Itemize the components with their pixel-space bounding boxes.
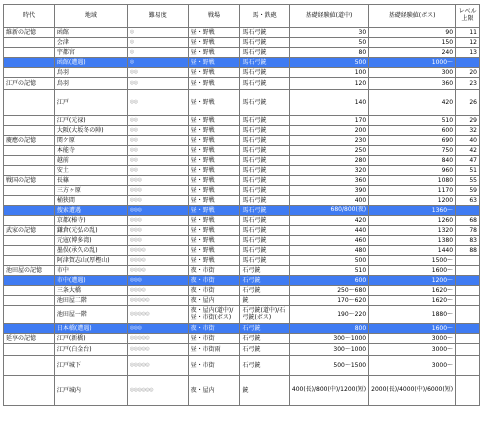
cell-horse: 馬石弓銃 xyxy=(240,166,289,176)
table-row xyxy=(4,226,480,236)
cell-era: 池田屋の記憶 xyxy=(4,266,55,276)
cell-base-exp: 300～1000 xyxy=(289,344,368,356)
cell-level-cap xyxy=(456,344,480,356)
cell-base-exp: 230 xyxy=(289,136,368,146)
cell-difficulty: ◎◎◎ xyxy=(127,276,188,286)
cell-base-exp: 320 xyxy=(289,166,368,176)
cell-base-exp: 250～680 xyxy=(289,286,368,296)
cell-era xyxy=(4,90,55,116)
cell-level-cap xyxy=(456,276,480,286)
cell-base-exp: 400 xyxy=(289,196,368,206)
cell-difficulty: ◎ xyxy=(127,48,188,58)
cell-era xyxy=(4,276,55,286)
cell-level-cap: 32 xyxy=(456,126,480,136)
cell-difficulty: ◎ xyxy=(127,38,188,48)
cell-battle: 昼・野戦 xyxy=(188,186,240,196)
header-base-exp: 基礎経験値(道中) xyxy=(289,5,368,28)
cell-region: 鳥羽 xyxy=(54,78,127,90)
cell-region: 安土 xyxy=(54,166,127,176)
cell-horse: 馬石弓銃 xyxy=(240,28,289,38)
cell-base-exp-boss: 1080 xyxy=(369,176,456,186)
cell-horse: 石弓銃 xyxy=(240,266,289,276)
cell-region: 捜索遭遇 xyxy=(54,206,127,216)
cell-horse: 馬石弓銃 xyxy=(240,38,289,48)
cell-difficulty: ◎◎◎◎ xyxy=(127,246,188,256)
cell-level-cap: 55 xyxy=(456,176,480,186)
cell-battle: 夜・市街 xyxy=(188,324,240,334)
cell-horse: 馬石弓銃 xyxy=(240,176,289,186)
cell-region: 函館 xyxy=(54,28,127,38)
cell-region: 函館(遭遇) xyxy=(54,58,127,68)
cell-difficulty: ◎◎◎ xyxy=(127,186,188,196)
cell-battle: 昼・野戦 xyxy=(188,246,240,256)
cell-region: 江戸 xyxy=(54,90,127,116)
cell-region: 会津 xyxy=(54,38,127,48)
cell-base-exp-boss: 420 xyxy=(369,90,456,116)
cell-difficulty: ◎◎ xyxy=(127,156,188,166)
cell-base-exp: 120 xyxy=(289,78,368,90)
cell-level-cap: 88 xyxy=(456,246,480,256)
cell-difficulty: ◎◎ xyxy=(127,136,188,146)
header-battle: 戦場 xyxy=(188,5,240,28)
cell-base-exp: 360 xyxy=(289,176,368,186)
cell-horse: 石弓銃 xyxy=(240,286,289,296)
cell-region: 三方ヶ原 xyxy=(54,186,127,196)
cell-battle: 夜・屋内 xyxy=(188,296,240,306)
cell-battle: 昼・野戦 xyxy=(188,126,240,136)
cell-battle: 夜・屋内(道中)/昼・市街(ボス) xyxy=(188,306,240,324)
cell-difficulty: ◎◎◎◎ xyxy=(127,286,188,296)
cell-era xyxy=(4,206,55,216)
cell-horse: 銃 xyxy=(240,296,289,306)
cell-base-exp-boss: 1620～ xyxy=(369,296,456,306)
cell-base-exp: 500 xyxy=(289,256,368,266)
cell-base-exp-boss: 3000～ xyxy=(369,334,456,344)
cell-base-exp-boss: 1200～ xyxy=(369,276,456,286)
cell-base-exp: 250 xyxy=(289,146,368,156)
cell-level-cap xyxy=(456,256,480,266)
cell-era xyxy=(4,156,55,166)
cell-battle: 昼・野戦 xyxy=(188,226,240,236)
cell-base-exp-boss: 1880～ xyxy=(369,306,456,324)
cell-base-exp: 800 xyxy=(289,324,368,334)
cell-base-exp: 400(長)/800(中)/1200(短) xyxy=(289,376,368,406)
cell-base-exp: 480 xyxy=(289,246,368,256)
cell-difficulty: ◎◎◎◎◎ xyxy=(127,334,188,344)
cell-region: 大阪(大坂冬の陣) xyxy=(54,126,127,136)
cell-difficulty: ◎◎◎ xyxy=(127,196,188,206)
cell-base-exp-boss: 1320 xyxy=(369,226,456,236)
cell-region: 三条大橋 xyxy=(54,286,127,296)
cell-era xyxy=(4,256,55,266)
cell-horse: 馬石弓銃 xyxy=(240,246,289,256)
cell-base-exp: 80 xyxy=(289,48,368,58)
table-row xyxy=(4,136,480,146)
cell-era xyxy=(4,146,55,156)
cell-base-exp: 140 xyxy=(289,90,368,116)
cell-level-cap xyxy=(456,356,480,376)
cell-horse: 石弓銃 xyxy=(240,344,289,356)
table-row xyxy=(4,196,480,206)
cell-difficulty: ◎◎ xyxy=(127,116,188,126)
cell-base-exp-boss: 1360～ xyxy=(369,206,456,216)
cell-battle: 昼・野戦 xyxy=(188,256,240,266)
cell-era xyxy=(4,166,55,176)
cell-base-exp: 190～220 xyxy=(289,306,368,324)
table-row xyxy=(4,68,480,78)
cell-era xyxy=(4,186,55,196)
cell-region: 江戸(新橋) xyxy=(54,334,127,344)
cell-base-exp: 460 xyxy=(289,236,368,246)
cell-era xyxy=(4,246,55,256)
cell-base-exp: 280 xyxy=(289,156,368,166)
cell-horse: 石弓銃(道中)/石弓銃(ボス) xyxy=(240,306,289,324)
cell-level-cap xyxy=(456,376,480,406)
table-row xyxy=(4,166,480,176)
cell-difficulty: ◎◎◎◎ xyxy=(127,256,188,266)
cell-horse: 馬石弓銃 xyxy=(240,126,289,136)
cell-level-cap: 26 xyxy=(456,90,480,116)
table-row xyxy=(4,324,480,334)
cell-era: 江戸の記憶 xyxy=(4,78,55,90)
cell-base-exp-boss: 150 xyxy=(369,38,456,48)
cell-era xyxy=(4,38,55,48)
cell-era: 延享の記憶 xyxy=(4,334,55,344)
cell-base-exp: 300～1000 xyxy=(289,334,368,344)
cell-base-exp: 50 xyxy=(289,38,368,48)
header-horse: 馬・鉄砲 xyxy=(240,5,289,28)
cell-region: 江戸(元禄) xyxy=(54,116,127,126)
cell-difficulty: ◎◎◎ xyxy=(127,216,188,226)
cell-battle: 夜・市街 xyxy=(188,276,240,286)
cell-era: 維新の記憶 xyxy=(4,28,55,38)
cell-region: 阿津賀志山(厚樫山) xyxy=(54,256,127,266)
cell-battle: 昼・野戦 xyxy=(188,28,240,38)
cell-battle: 昼・市街雨 xyxy=(188,344,240,356)
cell-era xyxy=(4,48,55,58)
cell-battle: 夜・市街 xyxy=(188,286,240,296)
table-row xyxy=(4,334,480,344)
cell-base-exp: 170～620 xyxy=(289,296,368,306)
cell-horse: 馬石弓銃 xyxy=(240,68,289,78)
cell-horse: 石弓銃 xyxy=(240,276,289,286)
cell-horse: 馬石弓銃 xyxy=(240,58,289,68)
cell-era xyxy=(4,296,55,306)
cell-horse: 馬石弓銃 xyxy=(240,236,289,246)
cell-era: 武家の記憶 xyxy=(4,226,55,236)
cell-base-exp: 390 xyxy=(289,186,368,196)
cell-horse: 馬石弓銃 xyxy=(240,48,289,58)
cell-difficulty: ◎◎ xyxy=(127,90,188,116)
table-row xyxy=(4,116,480,126)
cell-region: 江戸城内 xyxy=(54,376,127,406)
table-row xyxy=(4,356,480,376)
cell-era xyxy=(4,216,55,226)
cell-region: 桶狭間 xyxy=(54,196,127,206)
cell-level-cap: 12 xyxy=(456,38,480,48)
cell-region: 市中 xyxy=(54,266,127,276)
cell-base-exp: 600 xyxy=(289,276,368,286)
cell-battle: 昼・野戦 xyxy=(188,206,240,216)
cell-base-exp: 170 xyxy=(289,116,368,126)
table-row xyxy=(4,236,480,246)
header-region: 地域 xyxy=(54,5,127,28)
cell-region: 池田屋二階 xyxy=(54,296,127,306)
table-row xyxy=(4,156,480,166)
table-row xyxy=(4,286,480,296)
cell-base-exp-boss: 1500～ xyxy=(369,256,456,266)
cell-level-cap xyxy=(456,58,480,68)
cell-region: 日本橋(遭遇) xyxy=(54,324,127,334)
header-era: 時代 xyxy=(4,5,55,28)
cell-era xyxy=(4,126,55,136)
cell-region: 本能寺 xyxy=(54,146,127,156)
cell-difficulty: ◎◎◎◎◎ xyxy=(127,356,188,376)
cell-difficulty: ◎◎◎◎◎ xyxy=(127,344,188,356)
table-row xyxy=(4,376,480,406)
cell-difficulty: ◎◎ xyxy=(127,126,188,136)
cell-battle: 昼・野戦 xyxy=(188,236,240,246)
cell-horse: 馬石弓銃 xyxy=(240,78,289,90)
cell-era xyxy=(4,286,55,296)
cell-level-cap xyxy=(456,324,480,334)
cell-difficulty: ◎◎◎ xyxy=(127,176,188,186)
cell-horse: 石弓銃 xyxy=(240,356,289,376)
cell-base-exp-boss: 510 xyxy=(369,116,456,126)
cell-battle: 昼・市街 xyxy=(188,334,240,344)
cell-horse: 銃 xyxy=(240,376,289,406)
cell-region: 越前 xyxy=(54,156,127,166)
cell-battle: 夜・市街 xyxy=(188,266,240,276)
cell-base-exp: 500～1500 xyxy=(289,356,368,376)
cell-difficulty: ◎ xyxy=(127,28,188,38)
cell-base-exp-boss: 1440 xyxy=(369,246,456,256)
cell-level-cap: 29 xyxy=(456,116,480,126)
cell-level-cap: 42 xyxy=(456,146,480,156)
cell-level-cap: 78 xyxy=(456,226,480,236)
cell-difficulty: ◎◎ xyxy=(127,146,188,156)
cell-era xyxy=(4,344,55,356)
cell-level-cap: 63 xyxy=(456,196,480,206)
cell-battle: 昼・野戦 xyxy=(188,176,240,186)
cell-base-exp-boss: 2000(長)/4000(中)/6000(短) xyxy=(369,376,456,406)
cell-battle: 昼・野戦 xyxy=(188,68,240,78)
cell-base-exp-boss: 1600～ xyxy=(369,324,456,334)
cell-level-cap xyxy=(456,206,480,216)
cell-base-exp-boss: 750 xyxy=(369,146,456,156)
cell-region: 鳥羽 xyxy=(54,68,127,78)
cell-horse: 馬石弓銃 xyxy=(240,216,289,226)
cell-base-exp: 680/800(夜) xyxy=(289,206,368,216)
cell-difficulty: ◎◎ xyxy=(127,68,188,78)
cell-base-exp-boss: 300 xyxy=(369,68,456,78)
cell-difficulty: ◎ xyxy=(127,58,188,68)
cell-era: 慶應の記憶 xyxy=(4,136,55,146)
cell-region: 鎌倉(元弘の乱) xyxy=(54,226,127,236)
cell-horse: 馬石弓銃 xyxy=(240,90,289,116)
cell-base-exp-boss: 840 xyxy=(369,156,456,166)
table-row xyxy=(4,28,480,38)
header-base-exp-boss: 基礎経験値(ボス) xyxy=(369,5,456,28)
cell-era xyxy=(4,376,55,406)
cell-era xyxy=(4,68,55,78)
cell-base-exp: 30 xyxy=(289,28,368,38)
cell-difficulty: ◎◎◎◎◎◎ xyxy=(127,376,188,406)
cell-era xyxy=(4,324,55,334)
cell-era xyxy=(4,236,55,246)
cell-difficulty: ◎◎◎ xyxy=(127,206,188,216)
cell-horse: 馬石弓銃 xyxy=(240,256,289,266)
cell-base-exp-boss: 240 xyxy=(369,48,456,58)
cell-region: 江戸(白金台) xyxy=(54,344,127,356)
table-row xyxy=(4,216,480,226)
cell-horse: 馬石弓銃 xyxy=(240,186,289,196)
cell-base-exp-boss: 1000～ xyxy=(369,58,456,68)
table-row xyxy=(4,186,480,196)
cell-region: 市中(遭遇) xyxy=(54,276,127,286)
cell-region: 京都(椿寺) xyxy=(54,216,127,226)
cell-region: 長篠 xyxy=(54,176,127,186)
cell-level-cap: 40 xyxy=(456,136,480,146)
cell-battle: 昼・野戦 xyxy=(188,146,240,156)
cell-base-exp-boss: 1380 xyxy=(369,236,456,246)
cell-level-cap: 83 xyxy=(456,236,480,246)
cell-difficulty: ◎◎◎◎◎ xyxy=(127,306,188,324)
cell-difficulty: ◎◎◎◎ xyxy=(127,266,188,276)
table-row xyxy=(4,146,480,156)
cell-era xyxy=(4,116,55,126)
table-row xyxy=(4,344,480,356)
table-row xyxy=(4,246,480,256)
cell-battle: 昼・野戦 xyxy=(188,90,240,116)
cell-level-cap xyxy=(456,286,480,296)
table-row xyxy=(4,206,480,216)
cell-battle: 昼・野戦 xyxy=(188,156,240,166)
header-difficulty: 難易度 xyxy=(127,5,188,28)
cell-battle: 昼・野戦 xyxy=(188,136,240,146)
cell-level-cap xyxy=(456,266,480,276)
header-level-cap: レベル上限 xyxy=(456,5,480,28)
cell-base-exp: 420 xyxy=(289,216,368,226)
cell-region: 江戸城下 xyxy=(54,356,127,376)
cell-horse: 馬石弓銃 xyxy=(240,136,289,146)
cell-battle: 昼・野戦 xyxy=(188,216,240,226)
cell-base-exp-boss: 360 xyxy=(369,78,456,90)
cell-horse: 馬石弓銃 xyxy=(240,156,289,166)
cell-level-cap: 47 xyxy=(456,156,480,166)
cell-difficulty: ◎◎◎◎◎ xyxy=(127,296,188,306)
cell-base-exp-boss: 90 xyxy=(369,28,456,38)
table-row xyxy=(4,296,480,306)
table-row xyxy=(4,256,480,266)
cell-difficulty: ◎◎◎ xyxy=(127,324,188,334)
cell-battle: 昼・市街 xyxy=(188,356,240,376)
cell-level-cap: 13 xyxy=(456,48,480,58)
cell-era xyxy=(4,306,55,324)
cell-battle: 昼・野戦 xyxy=(188,78,240,90)
cell-difficulty: ◎◎◎ xyxy=(127,226,188,236)
cell-difficulty: ◎◎◎ xyxy=(127,236,188,246)
cell-difficulty: ◎◎ xyxy=(127,166,188,176)
cell-level-cap xyxy=(456,334,480,344)
cell-horse: 石弓銃 xyxy=(240,334,289,344)
cell-era xyxy=(4,356,55,376)
cell-base-exp: 100 xyxy=(289,68,368,78)
cell-base-exp-boss: 1170 xyxy=(369,186,456,196)
cell-battle: 昼・野戦 xyxy=(188,38,240,48)
cell-era xyxy=(4,196,55,206)
cell-horse: 馬石弓銃 xyxy=(240,206,289,216)
table-row xyxy=(4,38,480,48)
cell-horse: 馬石弓銃 xyxy=(240,146,289,156)
table-row xyxy=(4,58,480,68)
cell-region: 宇都宮 xyxy=(54,48,127,58)
table-row xyxy=(4,276,480,286)
cell-battle: 昼・野戦 xyxy=(188,116,240,126)
cell-base-exp: 510 xyxy=(289,266,368,276)
cell-level-cap: 59 xyxy=(456,186,480,196)
cell-horse: 石弓銃 xyxy=(240,324,289,334)
cell-battle: 昼・野戦 xyxy=(188,196,240,206)
table-row xyxy=(4,306,480,324)
cell-base-exp-boss: 1620～ xyxy=(369,286,456,296)
cell-region: 関ケ原 xyxy=(54,136,127,146)
cell-base-exp-boss: 600 xyxy=(369,126,456,136)
cell-base-exp-boss: 1200 xyxy=(369,196,456,206)
cell-base-exp-boss: 1600～ xyxy=(369,266,456,276)
cell-level-cap: 51 xyxy=(456,166,480,176)
cell-horse: 馬石弓銃 xyxy=(240,226,289,236)
cell-base-exp-boss: 960 xyxy=(369,166,456,176)
cell-level-cap: 23 xyxy=(456,78,480,90)
cell-base-exp-boss: 690 xyxy=(369,136,456,146)
cell-battle: 昼・野戦 xyxy=(188,48,240,58)
table-row xyxy=(4,126,480,136)
cell-horse: 馬石弓銃 xyxy=(240,196,289,206)
cell-region: 墨俣(承久の乱) xyxy=(54,246,127,256)
cell-era xyxy=(4,58,55,68)
cell-region: 元寇(博多湾) xyxy=(54,236,127,246)
cell-battle: 夜・屋内 xyxy=(188,376,240,406)
table-header-row xyxy=(4,5,480,28)
cell-battle: 昼・野戦 xyxy=(188,166,240,176)
cell-region: 池田屋一階 xyxy=(54,306,127,324)
table-row xyxy=(4,78,480,90)
cell-base-exp-boss: 3000～ xyxy=(369,344,456,356)
cell-base-exp: 500 xyxy=(289,58,368,68)
cell-level-cap: 11 xyxy=(456,28,480,38)
cell-level-cap: 20 xyxy=(456,68,480,78)
map-data-table xyxy=(3,4,480,406)
cell-base-exp-boss: 3000～ xyxy=(369,356,456,376)
table-row xyxy=(4,176,480,186)
cell-level-cap: 68 xyxy=(456,216,480,226)
cell-base-exp: 200 xyxy=(289,126,368,136)
cell-battle: 昼・野戦 xyxy=(188,58,240,68)
cell-base-exp: 440 xyxy=(289,226,368,236)
cell-level-cap xyxy=(456,296,480,306)
table-row xyxy=(4,48,480,58)
cell-level-cap xyxy=(456,306,480,324)
cell-era: 戦国の記憶 xyxy=(4,176,55,186)
cell-base-exp-boss: 1260 xyxy=(369,216,456,226)
cell-difficulty: ◎◎ xyxy=(127,78,188,90)
cell-horse: 馬石弓銃 xyxy=(240,116,289,126)
table-row xyxy=(4,266,480,276)
table-row xyxy=(4,90,480,116)
